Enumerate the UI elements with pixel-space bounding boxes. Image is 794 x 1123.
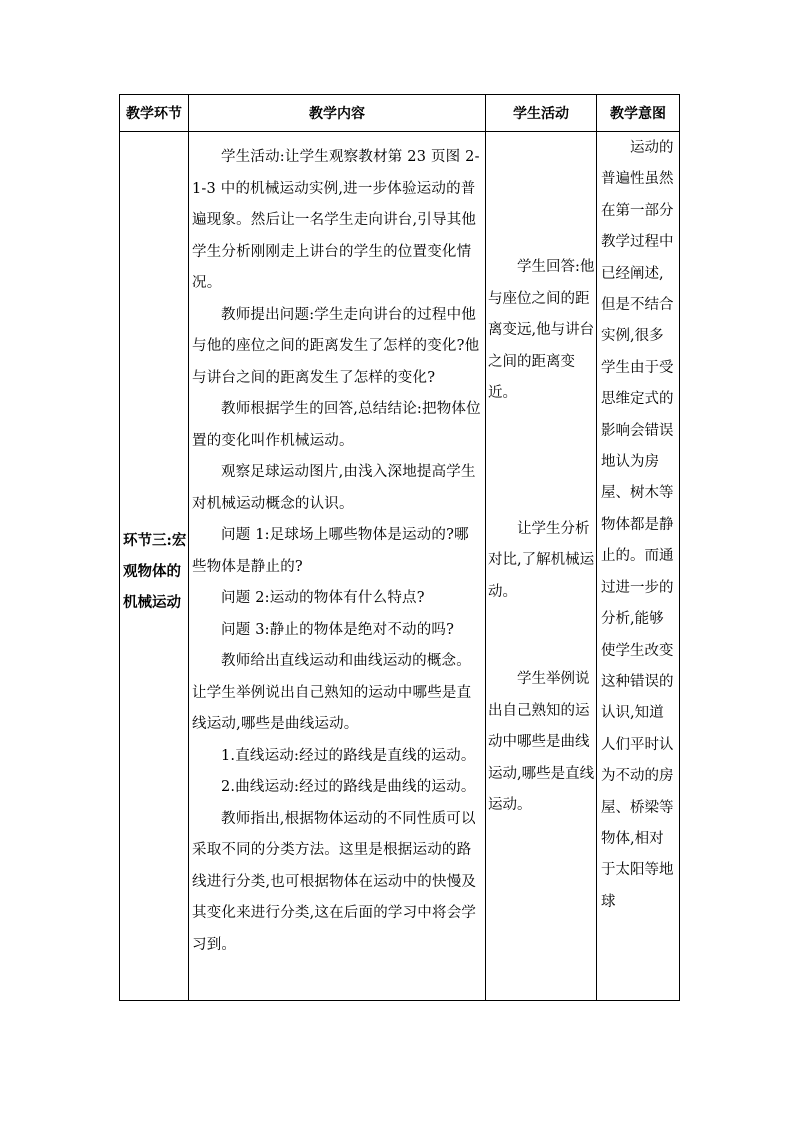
header-stage: 教学环节	[120, 95, 189, 132]
content-paragraph: 教师提出问题:学生走向讲台的过程中他与他的座位之间的距离发生了怎样的变化?他与讲台之间的距离发生了怎样的变化?	[192, 306, 480, 386]
content-paragraph: 学生活动:让学生观察教材第 23 页图 2-1-3 中的机械运动实例,进一步体验运动的普遍现象。然后让一名学生走向讲台,引导其他学生分析刚刚走上讲台的学生的位置变化情况。	[192, 149, 480, 291]
activity-paragraph: 让学生分析对比,了解机械运动。	[488, 520, 595, 600]
activity-paragraph: 学生回答:他与座位之间的距离变远,他与讲台之间的距离变近。	[488, 259, 595, 401]
lesson-plan-table	[119, 94, 680, 1001]
content-paragraph: 教师指出,根据物体运动的不同性质可以采取不同的分类方法。这里是根据运动的路线进行分类,也可根据物体在运动中的快慢及其变化来进行分类,这在后面的学习中将会学习到。	[192, 810, 477, 953]
content-paragraph: 2.曲线运动:经过的路线是曲线的运动。	[221, 779, 476, 795]
stage-cell	[120, 132, 189, 1001]
content-paragraph: 问题 2:运动的物体有什么特点?	[221, 590, 425, 606]
content-paragraph: 教师给出直线运动和曲线运动的概念。	[221, 653, 471, 669]
table-row	[120, 132, 680, 1001]
header-intent: 教学意图	[597, 95, 680, 132]
content-text	[189, 132, 485, 961]
content-paragraph: 问题 1:足球场上哪些物体是运动的?哪些物体是静止的?	[192, 527, 469, 575]
activity-cell	[486, 132, 597, 1001]
header-row	[120, 95, 680, 132]
intent-paragraph: 运动的普遍性虽然在第一部分教学过程中已经阐述,但是不结合实例,很多学生由于受思维定式的影响会错误地认为房屋、树木等物体都是静止的。而通过进一步的分析,能够使学生改变这种错误的认识,知道人们平时认为不动的房屋、桥梁等物体,相对于太阳等地球	[601, 140, 674, 910]
content-paragraph: 1.直线运动:经过的路线是直线的运动。	[221, 747, 476, 764]
intent-text	[597, 133, 679, 918]
activity-text	[486, 252, 596, 822]
content-paragraph: 让学生举例说出自己熟知的运动中哪些是直线运动,哪些是曲线运动。	[192, 684, 472, 732]
content-cell	[189, 132, 486, 1001]
content-paragraph: 观察足球运动图片,由浅入深地提高学生对机械运动概念的认识。	[192, 464, 476, 512]
activity-paragraph: 学生举例说出自己熟知的运动中哪些是曲线运动,哪些是直线运动。	[488, 671, 595, 813]
content-paragraph: 教师根据学生的回答,总结结论:把物体位置的变化叫作机械运动。	[192, 401, 481, 449]
content-paragraph: 问题 3:静止的物体是绝对不动的吗?	[221, 621, 455, 638]
stage-label: 环节三:宏观物体的机械运动	[123, 531, 187, 611]
intent-cell	[597, 132, 680, 1001]
header-content: 教学内容	[189, 95, 486, 132]
header-activity: 学生活动	[486, 95, 597, 132]
